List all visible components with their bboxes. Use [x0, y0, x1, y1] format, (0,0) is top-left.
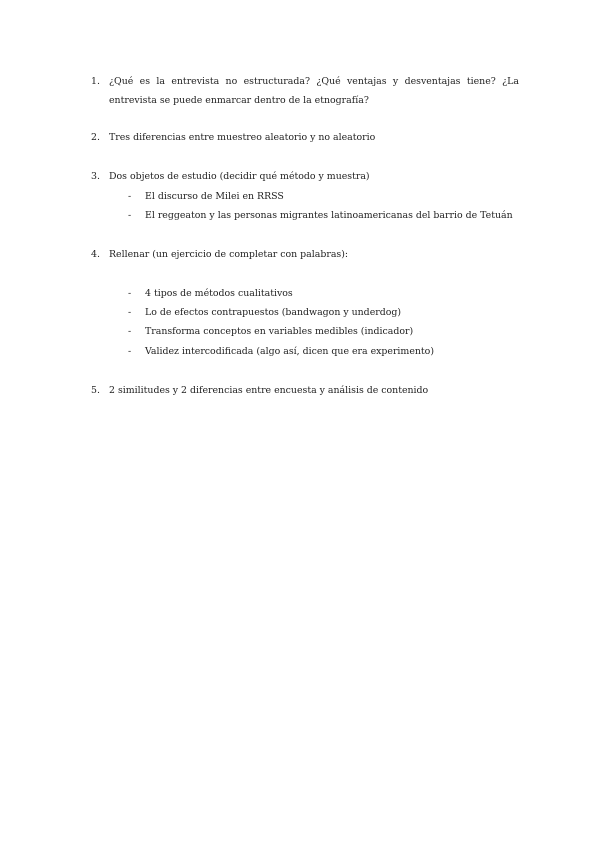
bullet-marker: - [128, 326, 132, 337]
question-2-text: Tres diferencias entre muestreo aleatorio y no aleatorio [109, 132, 376, 143]
question-4-text: Rellenar (un ejercicio de completar con palabras): [109, 249, 349, 260]
question-4-bullet-3: Transforma conceptos en variables medibles (indicador) [145, 326, 414, 337]
question-3-bullet-2: El reggeaton y las personas migrantes latinoamericanas del barrio de Tetuán [145, 210, 513, 221]
question-1-line-1: ¿Qué es la entrevista no estructurada? ¿Qué ventajas y desventajas tiene? ¿La [109, 76, 519, 87]
question-5-text: 2 similitudes y 2 diferencias entre encuesta y análisis de contenido [109, 385, 429, 396]
question-3-number: 3. [91, 171, 100, 182]
bullet-marker: - [128, 210, 132, 221]
question-3-bullet-1: El discurso de Milei en RRSS [145, 191, 284, 202]
question-4-number: 4. [91, 249, 100, 260]
question-5-number: 5. [91, 385, 100, 396]
question-3-text: Dos objetos de estudio (decidir qué método y muestra) [109, 171, 370, 182]
question-2-number: 2. [91, 132, 100, 143]
bullet-marker: - [128, 346, 132, 357]
question-4-bullet-2: Lo de efectos contrapuestos (bandwagon y underdog) [145, 307, 402, 318]
question-1-line-2: entrevista se puede enmarcar dentro de la etnografía? [109, 95, 369, 106]
bullet-marker: - [128, 288, 132, 299]
question-4-bullet-1: 4 tipos de métodos cualitativos [145, 288, 293, 299]
question-1-number: 1. [91, 76, 100, 87]
bullet-marker: - [128, 191, 132, 202]
question-4-bullet-4: Validez intercodificada (algo así, dicen que era experimento) [145, 346, 434, 357]
bullet-marker: - [128, 307, 132, 318]
